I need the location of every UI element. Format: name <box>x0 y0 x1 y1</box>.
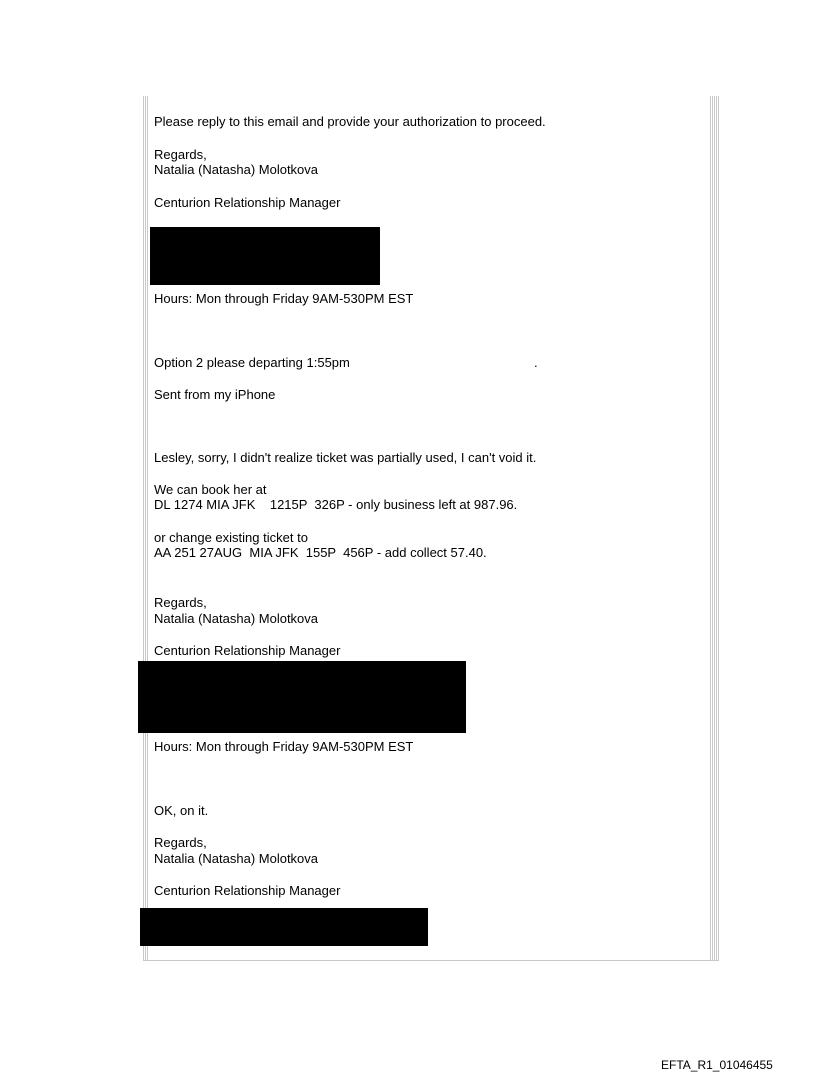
redaction-box <box>138 661 466 733</box>
flight-option-2: AA 251 27AUG MIA JFK 155P 456P - add collect 57.40. <box>154 545 487 560</box>
sender-title: Centurion Relationship Manager <box>154 883 341 898</box>
reply-text: Option 2 please departing 1:55pm <box>154 355 350 370</box>
sender-title: Centurion Relationship Manager <box>154 643 341 658</box>
sender-title: Centurion Relationship Manager <box>154 195 341 210</box>
redaction-box <box>150 227 380 285</box>
regards-text: Regards, <box>154 147 207 162</box>
stray-dot: . <box>534 355 538 370</box>
frame-right-border <box>710 96 719 961</box>
change-intro-text: or change existing ticket to <box>154 530 308 545</box>
acknowledgement-text: OK, on it. <box>154 803 209 818</box>
apology-text: Lesley, sorry, I didn't realize ticket was partially used, I can't void it. <box>154 450 537 465</box>
frame-left-border <box>143 96 148 961</box>
sender-name: Natalia (Natasha) Molotkova <box>154 611 319 626</box>
office-hours-text: Hours: Mon through Friday 9AM-530PM EST <box>154 739 414 754</box>
sender-name: Natalia (Natasha) Molotkova <box>154 162 319 177</box>
document-id: EFTA_R1_01046455 <box>661 1058 773 1072</box>
booking-intro-text: We can book her at <box>154 482 267 497</box>
flight-option-1: DL 1274 MIA JFK 1215P 326P - only business left at 987.96. <box>154 497 518 512</box>
iphone-signature: Sent from my iPhone <box>154 387 276 402</box>
frame-bottom-border <box>143 959 719 961</box>
authorization-request-text: Please reply to this email and provide your authorization to proceed. <box>154 114 546 129</box>
sender-name: Natalia (Natasha) Molotkova <box>154 851 319 866</box>
office-hours-text: Hours: Mon through Friday 9AM-530PM EST <box>154 291 414 306</box>
redaction-box <box>140 908 428 946</box>
regards-text: Regards, <box>154 595 207 610</box>
regards-text: Regards, <box>154 835 207 850</box>
